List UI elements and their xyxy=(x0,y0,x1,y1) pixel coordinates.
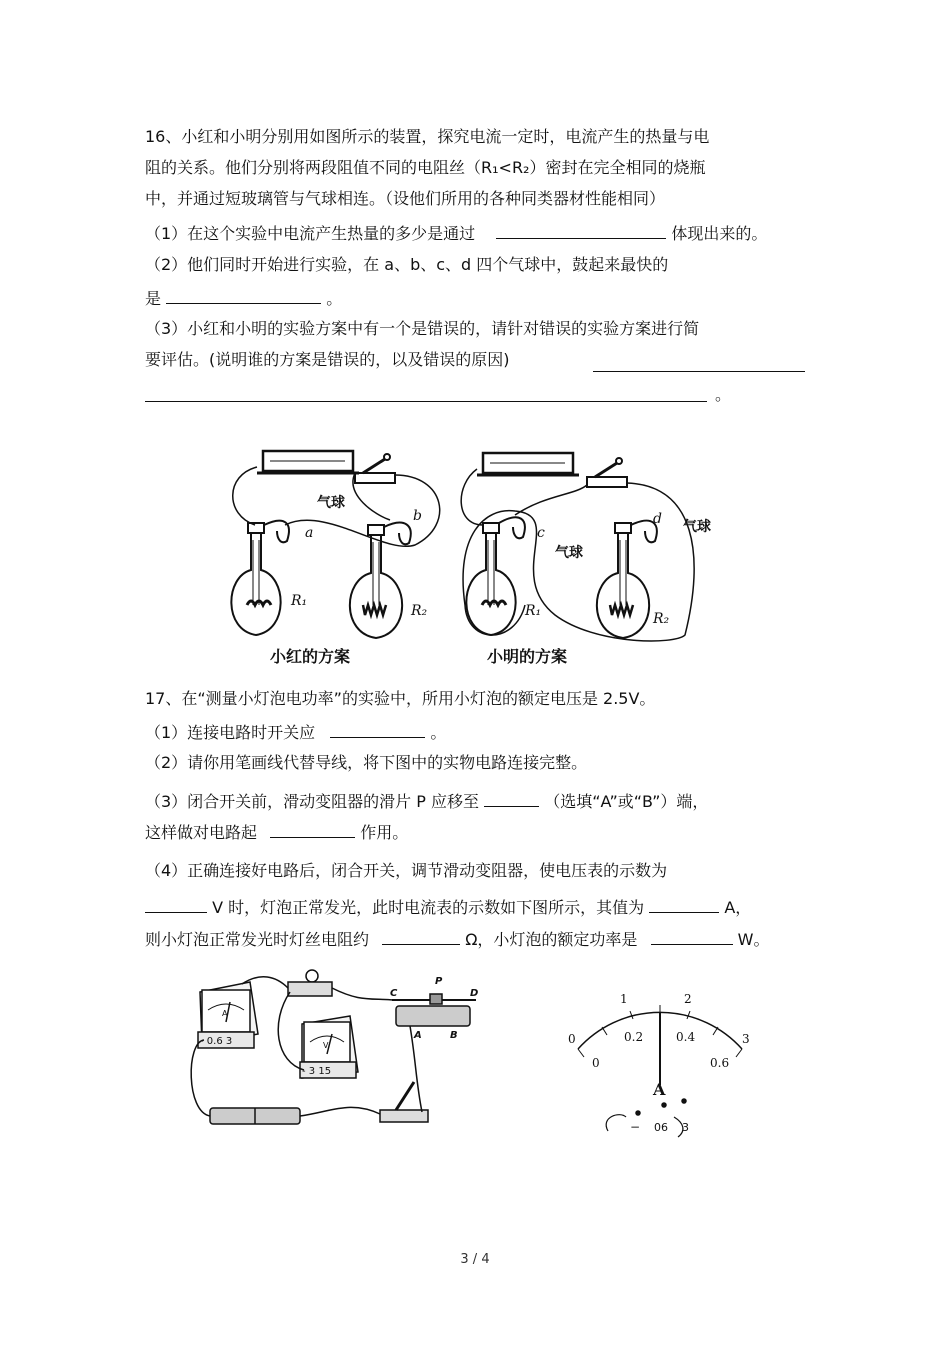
label-r2-left: R₂ xyxy=(411,603,428,619)
q16-p3-text-b: 要评估。(说明谁的方案是错误的，以及错误的原因) xyxy=(145,350,510,369)
caption-xiaoming: 小明的方案 xyxy=(487,647,568,666)
q16-part-3 xyxy=(145,318,699,340)
label-b-terminal: B xyxy=(450,1030,458,1041)
caption-xiaohong: 小红的方案 xyxy=(270,647,351,666)
q17-p4-blank-voltage[interactable] xyxy=(145,895,207,913)
ammeter-letter: A xyxy=(222,1009,228,1018)
q16-p3-blank-1[interactable] xyxy=(593,371,805,372)
q17-p1-text-a: （1）连接电路时开关应 xyxy=(145,723,316,742)
q17-part-1 xyxy=(145,720,446,744)
label-r1-right: R₁ xyxy=(525,603,542,619)
page-number: 3 / 4 xyxy=(460,1252,490,1267)
flask-r1-right xyxy=(466,523,515,635)
q17-part-4-cont-1 xyxy=(145,895,751,919)
q16-part-2 xyxy=(145,254,668,276)
q17-p4-text-f: W。 xyxy=(737,930,770,949)
q16-intro-line-2: 阻的关系。他们分别将两段阻值不同的电阻丝（R₁<R₂）密封在完全相同的烧瓶 xyxy=(145,158,706,177)
dial-bottom-06: 0.6 xyxy=(710,1056,730,1070)
label-balloon-d: 气球 xyxy=(683,519,711,535)
dial-top-0: 0 xyxy=(568,1032,576,1046)
balloon-b xyxy=(384,523,411,545)
dial-minus: − xyxy=(630,1120,641,1134)
q17-part-2: （2）请你用笔画线代替导线，将下图中的实物电路连接完整。 xyxy=(145,753,588,772)
q17-p4-text-e: Ω，小灯泡的额定功率是 xyxy=(465,930,638,949)
q17-p4-blank-power[interactable] xyxy=(651,927,733,945)
q16-p1-text-b: 体现出来的。 xyxy=(671,224,768,243)
q17-intro: 17、在“测量小灯泡电功率”的实验中，所用小灯泡的额定电压是 2.5V。 xyxy=(145,689,656,708)
dial-top-3: 3 xyxy=(742,1032,750,1046)
right-wire-3 xyxy=(515,485,587,515)
flask-r2-right xyxy=(597,523,649,638)
q17-p4-text-d: 则小灯泡正常发光时灯丝电阻约 xyxy=(145,930,370,949)
q16-p3-text-a: （3）小红和小明的实验方案中有一个是错误的，请针对错误的实验方案进行简 xyxy=(145,319,700,338)
q16-p1-text-a: （1）在这个实验中电流产生热量的多少是通过 xyxy=(145,224,476,243)
q16-p2-text-b: 是 xyxy=(145,289,162,308)
dial-top-1: 1 xyxy=(620,992,628,1006)
q17-part-4-cont-2 xyxy=(145,927,769,951)
q16-p1-blank[interactable] xyxy=(496,221,666,239)
q17-p3-text-d: 作用。 xyxy=(360,823,409,842)
dial-terminal-06: 06 xyxy=(654,1121,668,1134)
dial-bottom-0: 0 xyxy=(592,1056,600,1070)
right-switch xyxy=(587,458,627,487)
label-c: c xyxy=(537,525,545,541)
label-a-terminal: A xyxy=(414,1030,422,1041)
ammeter-dial xyxy=(560,985,760,1145)
flask-r1-left xyxy=(231,523,280,635)
dial-unit: A xyxy=(653,1080,666,1099)
ammeter-terminals: - 0.6 3 xyxy=(200,1036,233,1047)
left-wire-3 xyxy=(353,473,390,520)
label-balloon-left: 气球 xyxy=(317,495,345,511)
lamp xyxy=(288,970,332,996)
q16-p3-blank-2[interactable] xyxy=(145,401,707,402)
label-a: a xyxy=(305,525,314,541)
dial-bottom-04: 0.4 xyxy=(676,1030,696,1044)
q16-part-3-cont xyxy=(145,349,510,371)
label-c-terminal: C xyxy=(390,988,398,999)
terminal-dot-06 xyxy=(662,1103,666,1107)
wire-lamp-voltmeter xyxy=(278,992,304,1070)
q16-part-2-cont xyxy=(145,286,342,310)
q16-p2-text-c: 。 xyxy=(326,289,343,308)
q17-circuit-figure xyxy=(180,962,500,1137)
q17-part-4: （4）正确连接好电路后，闭合开关，调节滑动变阻器，使电压表的示数为 xyxy=(145,861,668,880)
label-balloon-c: 气球 xyxy=(555,545,583,561)
wire-lamp-rheostat xyxy=(332,988,394,1000)
right-wire-1 xyxy=(461,469,483,525)
label-r2-right: R₂ xyxy=(653,611,670,627)
q16-intro-line-1: 16、小红和小明分别用如图所示的装置，探究电流一定时，电流产生的热量与电 xyxy=(145,127,710,146)
q17-part-3 xyxy=(145,789,708,813)
terminal-dot-3 xyxy=(682,1099,686,1103)
left-wire-1 xyxy=(233,467,257,525)
left-switch xyxy=(355,454,395,483)
q16-p3-end: 。 xyxy=(715,385,732,404)
voltmeter-letter: V xyxy=(323,1041,329,1050)
terminal-dot-minus xyxy=(636,1111,640,1115)
battery xyxy=(210,1108,300,1124)
rheostat xyxy=(392,994,476,1026)
q17-p4-text-b: V 时，灯泡正常发光，此时电流表的示数如下图所示，其值为 xyxy=(212,898,645,917)
voltmeter-terminals: - 3 15 xyxy=(302,1066,332,1077)
q16-part-1 xyxy=(145,221,767,245)
wire-battery-switch xyxy=(300,1107,380,1116)
q17-p3-blank-2[interactable] xyxy=(270,820,355,838)
q16-figure xyxy=(215,445,715,675)
left-battery xyxy=(257,451,359,473)
q17-p4-text-c: A， xyxy=(724,898,752,917)
q17-p3-blank-1[interactable] xyxy=(484,789,539,807)
flask-r2-left xyxy=(350,525,402,638)
balloon-c xyxy=(499,517,525,538)
q16-p2-text-a: （2）他们同时开始进行实验，在 a、b、c、d 四个气球中，鼓起来最快的 xyxy=(145,255,669,274)
q17-part-3-cont xyxy=(145,820,408,844)
balloon-a xyxy=(264,521,289,543)
wire-ammeter-battery xyxy=(191,1040,210,1116)
q17-p1-blank[interactable] xyxy=(330,720,425,738)
label-b: b xyxy=(413,508,422,524)
q17-p3-text-c: 这样做对电路起 xyxy=(145,823,258,842)
q17-p4-blank-resistance[interactable] xyxy=(382,927,460,945)
label-p-slider: P xyxy=(435,976,443,987)
dial-bottom-02: 0.2 xyxy=(624,1030,644,1044)
label-d: d xyxy=(653,511,662,527)
terminal-wire-left xyxy=(606,1115,626,1131)
q17-p3-text-b: （选填“A”或“B”）端， xyxy=(544,792,709,811)
dial-top-2: 2 xyxy=(684,992,692,1006)
q16-p2-blank[interactable] xyxy=(166,286,321,304)
label-d-terminal: D xyxy=(470,988,479,999)
q17-p4-blank-current[interactable] xyxy=(649,895,719,913)
q16-intro-line-3: 中，并通过短玻璃管与气球相连。（设他们所用的各种同类器材性能相同） xyxy=(145,189,666,208)
right-battery xyxy=(477,453,579,475)
q17-p1-text-b: 。 xyxy=(430,723,447,742)
q17-p3-text-a: （3）闭合开关前，滑动变阻器的滑片 P 应移至 xyxy=(145,792,480,811)
dial-terminal-3: 3 xyxy=(682,1121,689,1134)
label-r1-left: R₁ xyxy=(291,593,308,609)
